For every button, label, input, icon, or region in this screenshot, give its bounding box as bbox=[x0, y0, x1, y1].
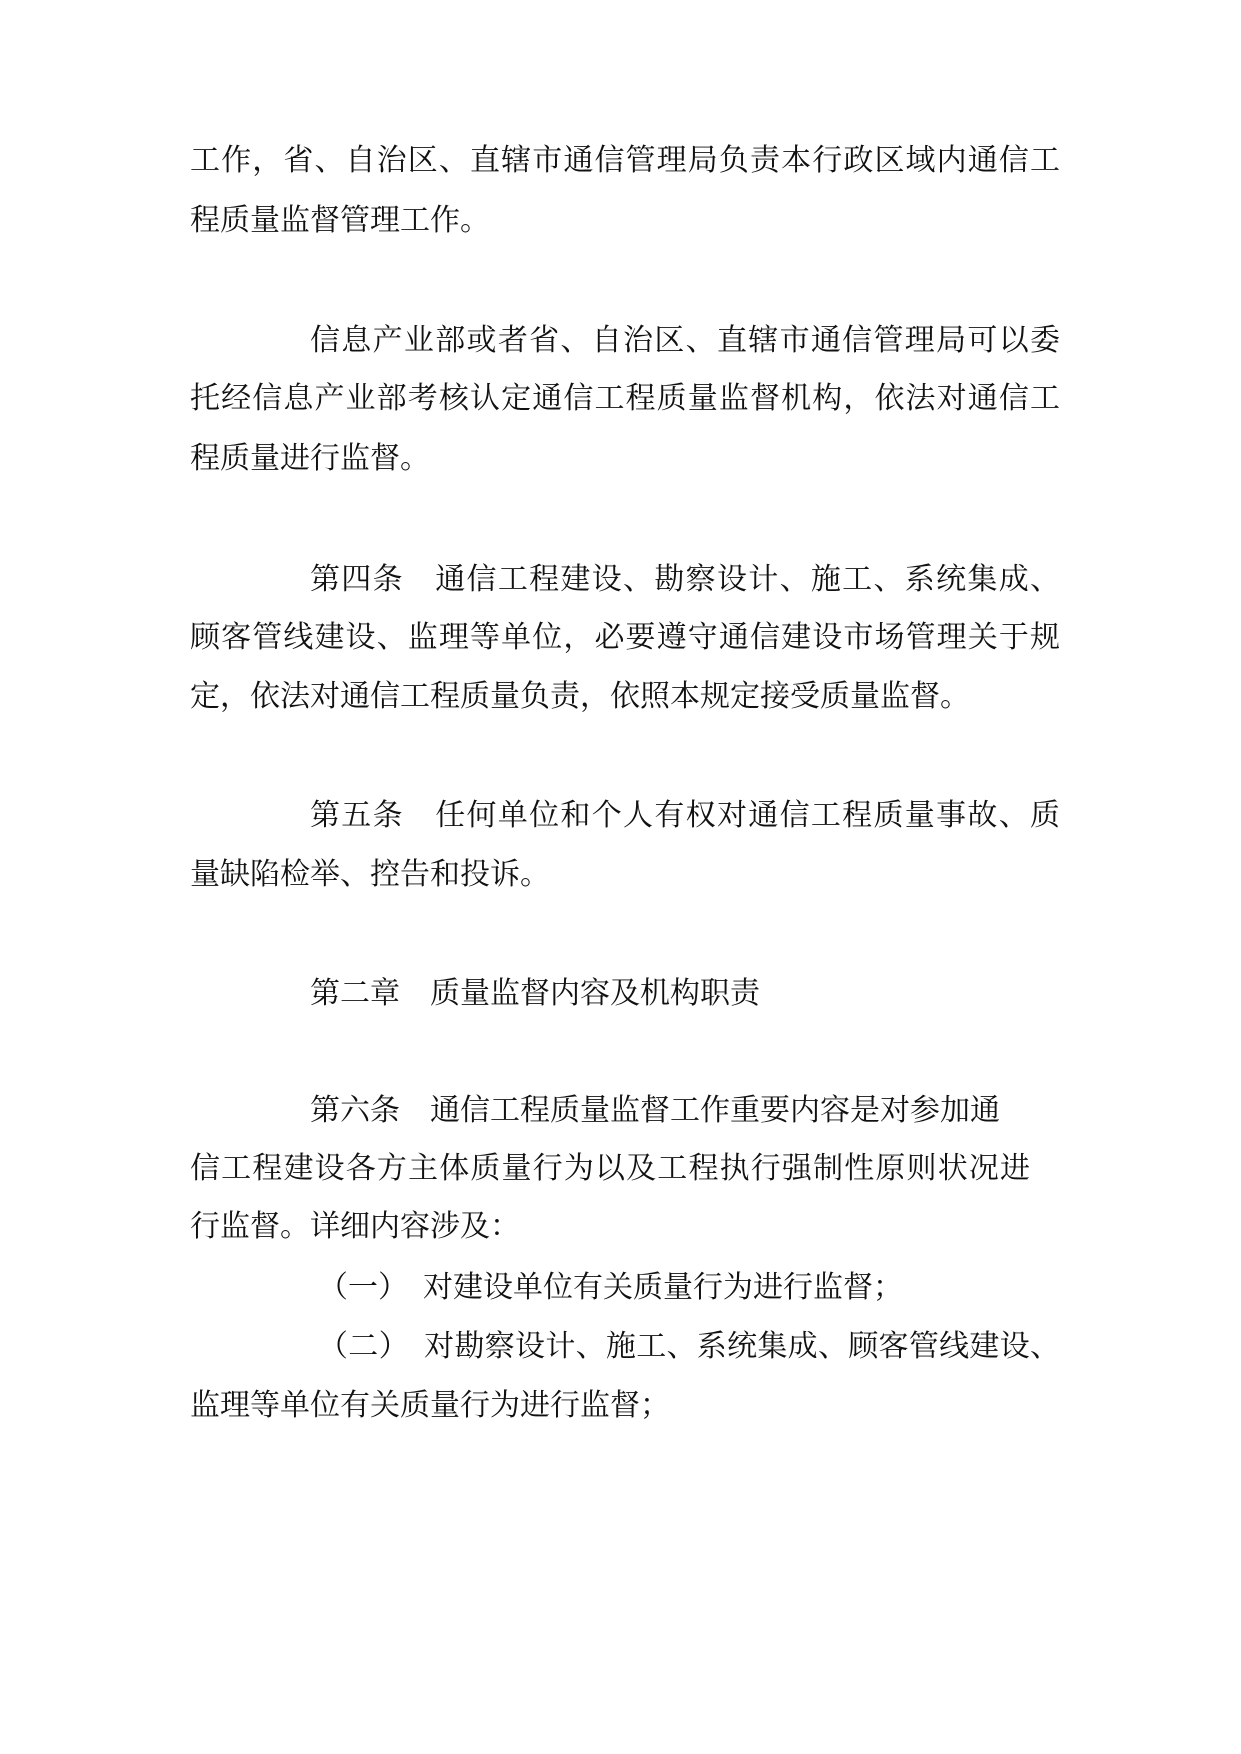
article-6-line: 第六条 通信工程质量监督工作重要内容是对参加通 bbox=[310, 1093, 1000, 1128]
paragraph-line: 工作，省、自治区、直辖市通信管理局负责本行政区域内通信工 bbox=[190, 143, 1060, 178]
paragraph-line: 托经信息产业部考核认定通信工程质量监督机构，依法对通信工 bbox=[190, 381, 1060, 416]
article-4-line: 第四条 通信工程建设、勘察设计、施工、系统集成、 bbox=[310, 562, 1060, 597]
list-item: （二） 对勘察设计、施工、系统集成、顾客管线建设、 bbox=[318, 1329, 1060, 1364]
chapter-heading: 第二章 质量监督内容及机构职责 bbox=[310, 976, 760, 1011]
list-item: （一） 对建设单位有关质量行为进行监督； bbox=[318, 1270, 903, 1305]
list-item: 监理等单位有关质量行为进行监督； bbox=[190, 1388, 670, 1423]
article-4-line: 顾客管线建设、监理等单位，必要遵守通信建设市场管理关于规 bbox=[190, 620, 1060, 655]
article-5-line: 量缺陷检举、控告和投诉。 bbox=[190, 857, 550, 892]
article-6-line: 行监督。详细内容涉及： bbox=[190, 1209, 520, 1244]
paragraph-line: 程质量进行监督。 bbox=[190, 441, 430, 476]
article-5-line: 第五条 任何单位和个人有权对通信工程质量事故、质 bbox=[310, 798, 1060, 833]
article-4-line: 定，依法对通信工程质量负责，依照本规定接受质量监督。 bbox=[190, 679, 970, 714]
article-6-line: 信工程建设各方主体质量行为以及工程执行强制性原则状况进 bbox=[190, 1151, 1030, 1186]
paragraph-line: 信息产业部或者省、自治区、直辖市通信管理局可以委 bbox=[310, 323, 1060, 358]
paragraph-line: 程质量监督管理工作。 bbox=[190, 203, 490, 238]
